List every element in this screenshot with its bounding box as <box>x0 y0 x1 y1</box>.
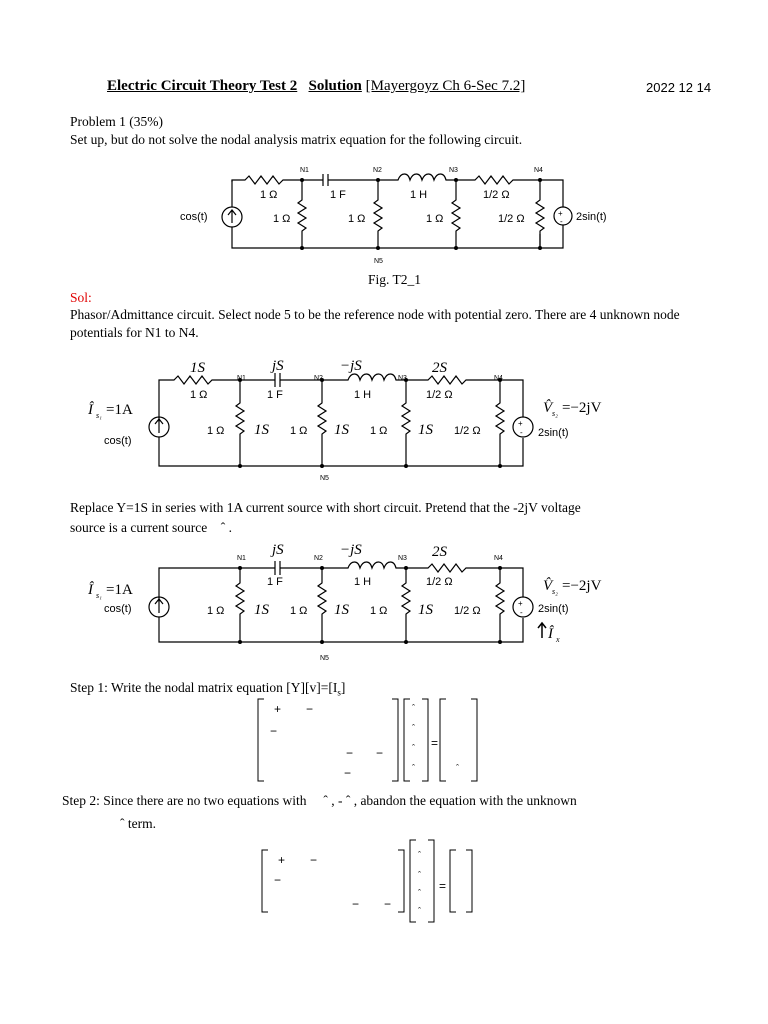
problem-heading: Problem 1 (35%) <box>70 114 163 129</box>
svg-text:1S: 1S <box>334 602 349 618</box>
svg-text:1 Ω: 1 Ω <box>290 425 308 437</box>
svg-text:1 Ω: 1 Ω <box>290 605 308 617</box>
svg-text:+: + <box>518 419 523 428</box>
matrix-equation-2 <box>256 838 486 928</box>
shunt-label: 1/2 Ω <box>498 213 525 225</box>
shunt-label: 1 Ω <box>426 213 444 225</box>
current-source-label: cos(t) <box>180 211 208 223</box>
matrix-equation-1 <box>250 695 490 787</box>
admittance-label: jS <box>272 358 284 374</box>
svg-text:N4: N4 <box>494 375 503 382</box>
svg-text:-: - <box>520 428 523 437</box>
svg-text:cos(t): cos(t) <box>104 435 132 447</box>
svg-text:−: − <box>306 702 314 716</box>
node-label: N2 <box>373 167 382 174</box>
voltage-source-label: 2sin(t) <box>576 211 607 223</box>
svg-text:N5: N5 <box>320 475 329 482</box>
svg-text:=: = <box>439 879 447 893</box>
node-label: N5 <box>374 258 383 265</box>
svg-text:N3: N3 <box>398 555 407 562</box>
svg-text:+: + <box>558 209 563 218</box>
svg-text:1 Ω: 1 Ω <box>207 605 225 617</box>
svg-text:N2: N2 <box>314 555 323 562</box>
figure-circuit-2 <box>82 358 642 488</box>
svg-text:1/2 Ω: 1/2 Ω <box>454 425 481 437</box>
svg-text:1 Ω: 1 Ω <box>190 389 208 401</box>
svg-text:ˆ: ˆ <box>418 906 421 916</box>
svg-text:ˆ: ˆ <box>412 723 415 733</box>
svg-text:-: - <box>560 217 563 226</box>
svg-text:1S: 1S <box>254 602 269 618</box>
svg-text:1 Ω: 1 Ω <box>370 605 388 617</box>
svg-text:N2: N2 <box>314 375 323 382</box>
sol-label: Sol: <box>70 290 92 305</box>
shunt-label: 1 Ω <box>348 213 366 225</box>
svg-text:1/2 Ω: 1/2 Ω <box>426 576 453 588</box>
shunt-adm: 1S <box>334 422 349 438</box>
admittance-label: −jS <box>340 358 362 374</box>
svg-text:N4: N4 <box>494 555 503 562</box>
svg-text:s₂: s₂ <box>552 587 558 596</box>
svg-text:ˆ: ˆ <box>412 743 415 753</box>
shunt-label: 1 Ω <box>273 213 291 225</box>
svg-text:1 F: 1 F <box>267 576 283 588</box>
shunt-adm: 1S <box>418 422 433 438</box>
svg-text:=1A: =1A <box>106 582 133 598</box>
problem-statement: Set up, but do not solve the nodal analysis matrix equation for the following circuit. <box>70 132 523 147</box>
step2-line1: Step 2: Since there are no two equations with ˆ , - ˆ , abandon the equation with the unknown <box>62 793 577 808</box>
page-date: 2022 12 14 <box>646 80 712 95</box>
svg-text:−: − <box>270 724 278 738</box>
svg-text:ˆ: ˆ <box>418 888 421 898</box>
page-title: Electric Circuit Theory Test 2 Solution [Mayergoyz Ch 6-Sec 7.2] <box>107 78 526 94</box>
svg-text:1 H: 1 H <box>354 389 372 401</box>
text-replace-line1: Replace Y=1S in series with 1A current source with short circuit. Pretend that the -2jV voltage <box>70 500 581 515</box>
svg-text:N5: N5 <box>320 655 329 662</box>
series-label: 1 H <box>410 189 428 201</box>
svg-text:+: + <box>518 599 523 608</box>
svg-text:1/2 Ω: 1/2 Ω <box>426 389 453 401</box>
svg-text:-: - <box>520 608 523 617</box>
svg-text:s₁: s₁ <box>96 591 102 600</box>
svg-text:ˆ: ˆ <box>412 763 415 773</box>
svg-text:2sin(t): 2sin(t) <box>538 603 569 615</box>
node-label: N4 <box>534 167 543 174</box>
svg-text:ˆ: ˆ <box>418 870 421 880</box>
svg-text:x: x <box>556 635 560 644</box>
svg-text:=−2jV: =−2jV <box>562 400 602 416</box>
series-label: 1 F <box>330 189 346 201</box>
svg-text:−: − <box>384 897 392 911</box>
svg-text:N3: N3 <box>398 375 407 382</box>
svg-text:−: − <box>376 746 384 760</box>
svg-text:2S: 2S <box>432 544 447 560</box>
admittance-label: 1S <box>190 360 205 376</box>
svg-text:Î: Î <box>88 402 93 418</box>
figure-circuit-3 <box>82 538 642 668</box>
series-label: 1 Ω <box>260 189 278 201</box>
svg-text:1/2 Ω: 1/2 Ω <box>454 605 481 617</box>
svg-text:1S: 1S <box>418 602 433 618</box>
sol-text: Phasor/Admittance circuit. Select node 5 to be the reference node with potential zero. There are 4 unknown node potentials for N1 to N4. <box>70 307 680 340</box>
svg-text:−: − <box>344 766 352 780</box>
svg-text:−: − <box>352 897 360 911</box>
svg-text:−: − <box>274 873 282 887</box>
ix-label: Î <box>548 626 553 642</box>
svg-text:ˆ: ˆ <box>418 850 421 860</box>
step1-text: Step 1: Write the nodal matrix equation $[Y][v]=[I_s]$ <box>70 680 346 698</box>
text-replace-line2: source is a current source ˆ . <box>70 520 232 535</box>
svg-text:s₂: s₂ <box>552 409 558 418</box>
node-label: N1 <box>300 167 309 174</box>
svg-text:2sin(t): 2sin(t) <box>538 427 569 439</box>
svg-text:N1: N1 <box>237 555 246 562</box>
series-label: 1/2 Ω <box>483 189 510 201</box>
svg-text:1 H: 1 H <box>354 576 372 588</box>
svg-text:Î: Î <box>88 582 93 598</box>
figure-caption: Fig. T2_1 <box>368 272 422 287</box>
svg-text:s₁: s₁ <box>96 411 102 420</box>
svg-text:1 Ω: 1 Ω <box>370 425 388 437</box>
svg-text:=: = <box>431 736 439 750</box>
svg-text:+: + <box>274 702 282 716</box>
step2-line2: ˆ term. <box>120 816 156 831</box>
figure-circuit-1 <box>170 160 610 270</box>
svg-text:ˆ: ˆ <box>456 763 459 773</box>
shunt-adm: 1S <box>254 422 269 438</box>
admittance-label: 2S <box>432 360 447 376</box>
svg-text:+: + <box>278 853 286 867</box>
svg-text:cos(t): cos(t) <box>104 603 132 615</box>
svg-text:=−2jV: =−2jV <box>562 578 602 594</box>
svg-text:1 Ω: 1 Ω <box>207 425 225 437</box>
svg-text:N1: N1 <box>237 375 246 382</box>
svg-text:−: − <box>346 746 354 760</box>
svg-text:V̂: V̂ <box>543 400 553 416</box>
svg-text:−: − <box>310 853 318 867</box>
svg-text:1 F: 1 F <box>267 389 283 401</box>
svg-text:ˆ: ˆ <box>412 703 415 713</box>
svg-text:jS: jS <box>272 542 284 558</box>
svg-text:V̂: V̂ <box>543 578 553 594</box>
node-label: N3 <box>449 167 458 174</box>
svg-text:=1A: =1A <box>106 402 133 418</box>
svg-text:−jS: −jS <box>340 542 362 558</box>
